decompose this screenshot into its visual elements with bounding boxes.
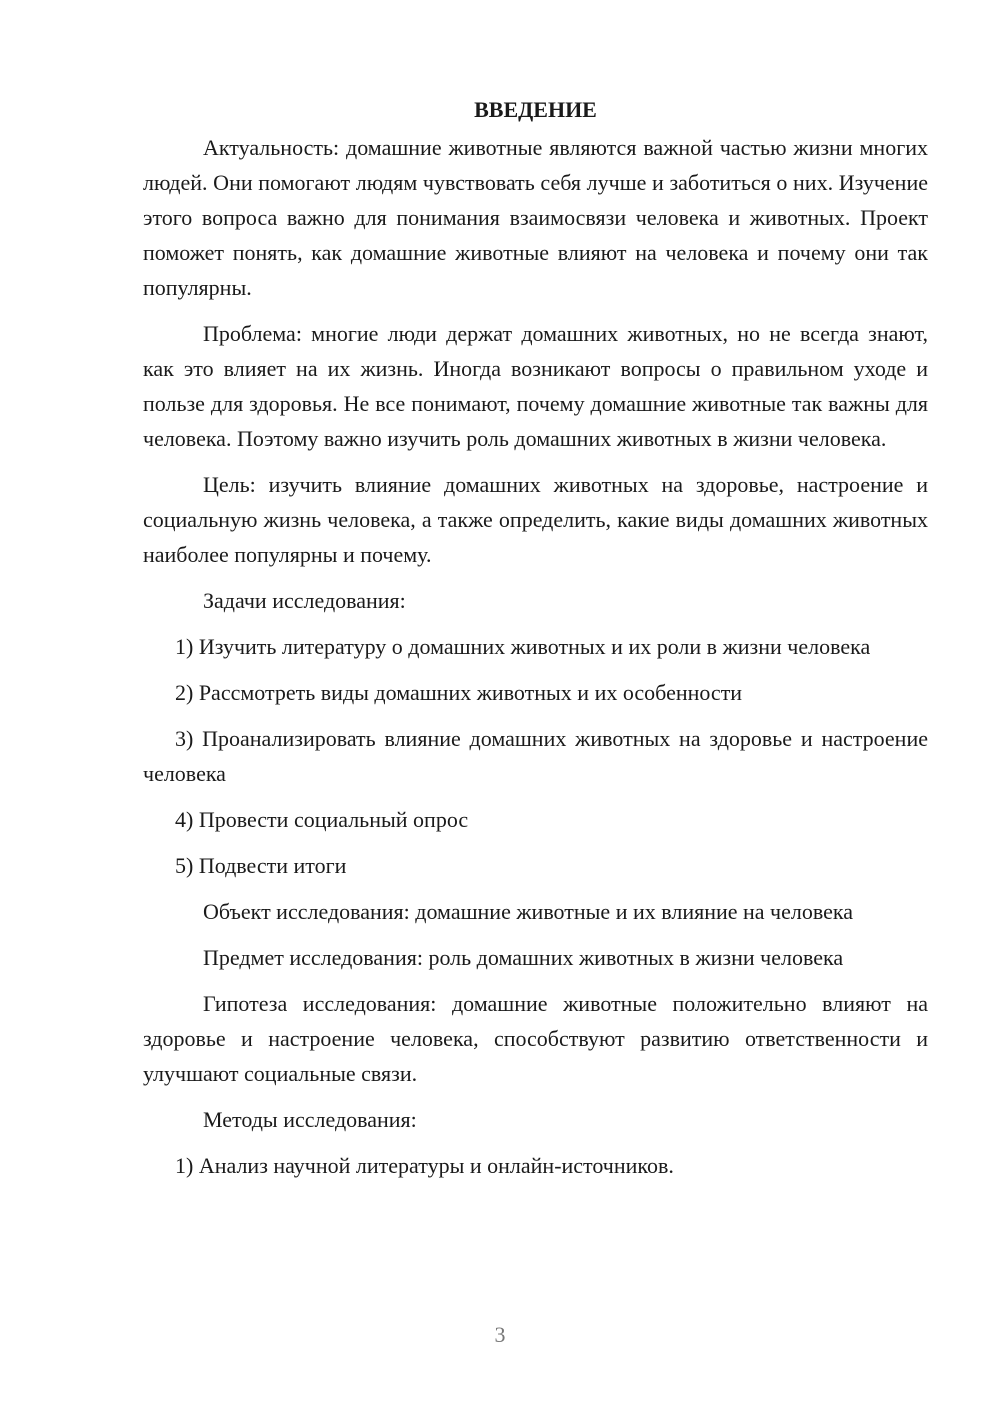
tasks-title: Задачи исследования: <box>203 588 406 613</box>
hypothesis-paragraph: Гипотеза исследования: домашние животные положительно влияют на здоровье и настроение человека, способствуют развитию ответственности и улучшают социальные связи. <box>143 991 928 1086</box>
object-paragraph: Объект исследования: домашние животные и их влияние на человека <box>203 899 854 924</box>
section-heading: ВВЕДЕНИЕ <box>474 97 597 122</box>
task-item-4: 4) Провести социальный опрос <box>175 807 469 832</box>
page-number: 3 <box>494 1322 506 1347</box>
problem-paragraph: Проблема: многие люди держат домашних животных, но не всегда знают, как это влияет на их жизнь. Иногда возникают вопросы о правильном уходе и пользе для здоровья. Не все понимают, почему домашние животные так важны для человека. Поэтому важно изучить роль домашних животных в жизни человека. <box>143 321 928 451</box>
method-item-1: 1) Анализ научной литературы и онлайн-источников. <box>175 1153 674 1178</box>
document-page <box>143 92 928 1194</box>
task-item-2: 2) Рассмотреть виды домашних животных и их особенности <box>175 680 743 705</box>
goal-paragraph: Цель: изучить влияние домашних животных на здоровье, настроение и социальную жизнь человека, а также определить, какие виды домашних животных наиболее популярны и почему. <box>143 472 928 567</box>
relevance-paragraph: Актуальность: домашние животные являются важной частью жизни многих людей. Они помогают людям чувствовать себя лучше и заботиться о них. Изучение этого вопроса важно для понимания взаимосвязи человека и животных. Проект поможет понять, как домашние животные влияют на человека и почему они так популярны. <box>143 135 928 300</box>
methods-title: Методы исследования: <box>203 1107 417 1132</box>
subject-paragraph: Предмет исследования: роль домашних животных в жизни человека <box>203 945 844 970</box>
task-item-5: 5) Подвести итоги <box>175 853 347 878</box>
task-item-1: 1) Изучить литературу о домашних животных и их роли в жизни человека <box>175 634 871 659</box>
task-item-3: 3) Проанализировать влияние домашних животных на здоровье и настроение человека <box>143 726 928 786</box>
